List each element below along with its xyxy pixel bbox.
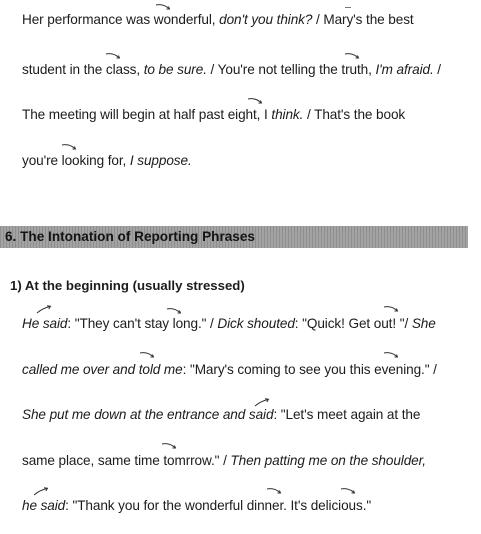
separator-slash: / bbox=[206, 62, 218, 77]
text-line-1 bbox=[22, 12, 414, 27]
text-segment: you're looking for, bbox=[22, 153, 130, 168]
fall-intonation-mark bbox=[383, 351, 399, 359]
text-segment: That's the book bbox=[314, 107, 406, 122]
separator-slash: / bbox=[312, 12, 324, 27]
text-segment: : "Let's meet again at the bbox=[273, 407, 421, 422]
text-segment: : "Mary's coming to see you this evening." bbox=[182, 362, 430, 377]
separator-slash: / bbox=[303, 107, 315, 122]
fall-intonation-mark bbox=[383, 305, 399, 313]
example-line-1 bbox=[22, 316, 436, 331]
example-line-4 bbox=[22, 453, 426, 468]
text-line-4 bbox=[22, 153, 192, 168]
italic-phrase: He said bbox=[22, 316, 68, 331]
text-segment: Her performance was wonderful, bbox=[22, 12, 220, 27]
section-heading-bar bbox=[0, 226, 468, 248]
text-line-2 bbox=[22, 62, 441, 77]
italic-phrase: he said bbox=[22, 498, 66, 513]
italic-phrase: She put me down at the entrance and said bbox=[22, 407, 274, 422]
text-segment: same place, same time tomrrow." bbox=[22, 453, 220, 468]
separator-slash: / bbox=[404, 316, 412, 331]
text-segment: student in the class, bbox=[22, 62, 144, 77]
fall-intonation-mark bbox=[247, 97, 263, 105]
fall-intonation-mark bbox=[166, 307, 182, 315]
text-segment: You're not telling the truth, bbox=[217, 62, 376, 77]
italic-phrase: don't you think? bbox=[219, 12, 313, 27]
italic-phrase: I suppose. bbox=[129, 153, 192, 168]
fall-intonation-mark bbox=[344, 52, 360, 60]
italic-phrase: I'm afraid. bbox=[375, 62, 434, 77]
fall-intonation-mark bbox=[266, 487, 282, 495]
italic-phrase: think. bbox=[271, 107, 304, 122]
italic-phrase: to be sure. bbox=[143, 62, 207, 77]
example-line-5 bbox=[22, 498, 371, 513]
text-line-3 bbox=[22, 107, 405, 122]
italic-phrase: She bbox=[411, 316, 436, 331]
separator-slash: / bbox=[429, 362, 437, 377]
text-segment: : "Quick! Get out! " bbox=[294, 316, 405, 331]
fall-intonation-mark bbox=[139, 351, 155, 359]
rise-intonation-mark bbox=[36, 305, 52, 314]
separator-slash: / bbox=[206, 316, 218, 331]
separator-slash: / bbox=[219, 453, 231, 468]
fall-intonation-mark bbox=[340, 487, 356, 495]
text-segment: The meeting will begin at half past eight, I bbox=[22, 107, 272, 122]
text-segment: Mary's the best bbox=[323, 12, 414, 27]
rise-intonation-mark bbox=[33, 487, 49, 496]
section-heading: 6. The Intonation of Reporting Phrases bbox=[5, 229, 255, 244]
stray-dash-mark bbox=[345, 7, 351, 8]
italic-phrase: Dick shouted bbox=[217, 316, 295, 331]
subheading: 1) At the beginning (usually stressed) bbox=[10, 278, 245, 293]
fall-intonation-mark bbox=[105, 52, 121, 60]
example-line-3 bbox=[22, 407, 420, 422]
italic-phrase: Then patting me on the shoulder, bbox=[230, 453, 426, 468]
example-line-2 bbox=[22, 362, 437, 377]
italic-phrase: called me over and told me bbox=[22, 362, 183, 377]
rise-intonation-mark bbox=[254, 398, 270, 407]
fall-intonation-mark bbox=[61, 143, 77, 151]
text-segment: : "Thank you for the wonderful dinner. It's delicious." bbox=[65, 498, 372, 513]
fall-intonation-mark bbox=[161, 442, 177, 450]
fall-intonation-mark bbox=[155, 3, 171, 11]
text-segment: : "They can't stay long." bbox=[67, 316, 207, 331]
separator-slash: / bbox=[433, 62, 441, 77]
